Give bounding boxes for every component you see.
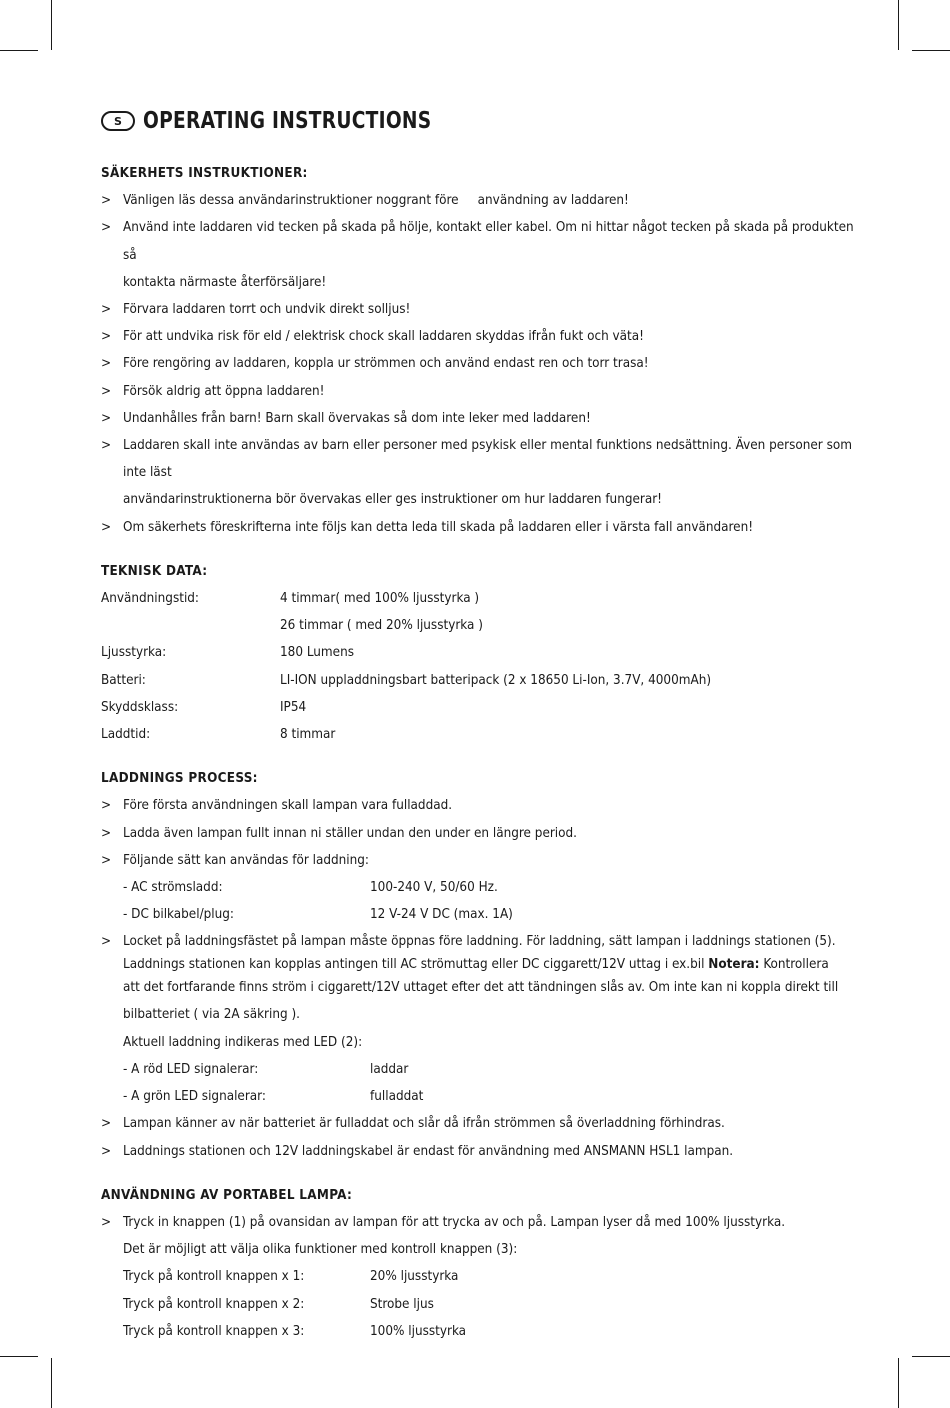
page-title	[101, 104, 464, 138]
list-item: > Om säkerhets föreskrifterna inte följs kan detta leda till skada på laddaren eller i värsta fall användaren!	[101, 514, 861, 541]
list-item: > Tryck in knappen (1) på ovansidan av lampan för att trycka av och på. Lampan lyser då med 100% ljusstyrka.	[101, 1209, 861, 1236]
mode-value: 100% ljusstyrka	[370, 1323, 467, 1339]
mode-label: Tryck på kontroll knappen x 1:	[123, 1269, 305, 1285]
crop-mark	[912, 50, 950, 51]
list-item: > Laddaren skall inte användas av barn eller personer med psykisk eller mental funktions nedsättning. Även personer som inte läst	[101, 432, 861, 486]
note-label: Notera:	[708, 957, 760, 973]
list-item: > Förvara laddaren torrt och undvik direkt solljus!	[101, 296, 861, 323]
spec-label: Batteri:	[101, 672, 146, 688]
led-label: - A grön LED signalerar:	[123, 1089, 266, 1105]
method-label: - AC strömsladd:	[123, 880, 223, 896]
mode-row	[101, 1318, 861, 1345]
spec-value: 180 Lumens	[280, 645, 354, 661]
mode-value: Strobe ljus	[370, 1296, 434, 1312]
section-heading: SÄKERHETS INSTRUKTIONER:	[101, 166, 308, 181]
mode-row	[101, 1263, 861, 1290]
led-row	[101, 1083, 861, 1110]
document-body	[101, 160, 861, 1362]
text-span: Laddnings stationen kan kopplas antingen till AC strömuttag eller DC ciggarett/12V uttag i ex.bil	[123, 957, 705, 973]
spec-row	[101, 612, 861, 639]
list-item: > Ladda även lampan fullt innan ni ställer undan den under en längre period.	[101, 820, 861, 847]
led-label: - A röd LED signalerar:	[123, 1061, 259, 1077]
spec-label: Laddtid:	[101, 727, 151, 743]
crop-mark	[898, 1358, 899, 1408]
mode-row	[101, 1291, 861, 1318]
section-heading: ANVÄNDNING AV PORTABEL LAMPA:	[101, 1187, 353, 1203]
spec-value: IP54	[280, 699, 307, 715]
text-span: Kontrollera	[763, 957, 829, 973]
crop-mark	[0, 1356, 38, 1357]
method-value: 100-240 V, 50/60 Hz.	[370, 880, 498, 896]
mode-value: 20% ljusstyrka	[370, 1269, 459, 1285]
crop-mark	[0, 50, 38, 51]
list-item-continuation: användarinstruktionerna bör övervakas eller ges instruktioner om hur laddaren fungerar!	[123, 492, 662, 508]
crop-mark	[912, 1356, 950, 1357]
spec-value: LI-ION uppladdningsbart batteripack (2 x 18650 Li-Ion, 3.7V, 4000mAh)	[280, 672, 712, 688]
list-item: > Före första användningen skall lampan vara fulladdad.	[101, 792, 861, 819]
page-title-text: OPERATING INSTRUCTIONS	[143, 108, 432, 134]
spec-value: 8 timmar	[280, 727, 336, 743]
list-item: > Före rengöring av laddaren, koppla ur strömmen och använd endast ren och torr trasa!	[101, 350, 861, 377]
list-item: > Använd inte laddaren vid tecken på skada på hölje, kontakt eller kabel. Om ni hittar något tecken på skada på produkten så	[101, 214, 861, 268]
list-item: > Försök aldrig att öppna laddaren!	[101, 378, 861, 405]
spec-label: Ljusstyrka:	[101, 645, 167, 661]
spec-row	[101, 667, 861, 694]
method-value: 12 V-24 V DC (max. 1A)	[370, 907, 513, 923]
list-item-continuation: bilbatteriet ( via 2A säkring ).	[123, 1007, 300, 1023]
mode-label: Tryck på kontroll knappen x 3:	[123, 1323, 305, 1339]
mode-intro: Det är möjligt att välja olika funktioner med kontroll knappen (3):	[123, 1242, 518, 1258]
list-item: > Vänligen läs dessa användarinstruktioner noggrant före användning av laddaren!	[101, 187, 861, 214]
list-item: > Laddnings stationen och 12V laddningskabel är endast för användning med ANSMANN HSL1 lampan.	[101, 1138, 861, 1165]
led-row	[101, 1056, 861, 1083]
list-item: > Undanhålles från barn! Barn skall övervakas så dom inte leker med laddaren!	[101, 405, 861, 432]
spec-label: Användningstid:	[101, 591, 199, 607]
section-heading: LADDNINGS PROCESS:	[101, 771, 258, 787]
spec-value: 4 timmar( med 100% ljusstyrka )	[280, 591, 480, 607]
method-label: - DC bilkabel/plug:	[123, 907, 234, 923]
tech-section	[101, 558, 861, 748]
charging-method-row	[101, 874, 861, 901]
spec-row	[101, 585, 861, 612]
list-item: > Locket på laddningsfästet på lampan måste öppnas före laddning. För laddning, sätt lampan i laddnings stationen (5).	[101, 930, 861, 953]
portable-section	[101, 1182, 861, 1345]
spec-value: 26 timmar ( med 20% ljusstyrka )	[280, 618, 483, 634]
spec-row	[101, 694, 861, 721]
list-item: > Lampan känner av när batteriet är fulladdat och slår då ifrån strömmen så överladdning förhindras.	[101, 1110, 861, 1137]
spec-label: Skyddsklass:	[101, 699, 179, 715]
mode-label: Tryck på kontroll knappen x 2:	[123, 1296, 305, 1312]
crop-mark	[51, 1358, 52, 1408]
list-item-continuation	[101, 953, 861, 976]
led-value: laddar	[370, 1061, 409, 1077]
crop-mark	[51, 0, 52, 50]
list-item: > För att undvika risk för eld / elektrisk chock skall laddaren skyddas ifrån fukt och väta!	[101, 323, 861, 350]
safety-section	[101, 160, 861, 541]
list-item-continuation: kontakta närmaste återförsäljare!	[123, 274, 327, 290]
charging-section	[101, 765, 861, 1164]
section-heading: TEKNISK DATA:	[101, 563, 208, 579]
led-intro: Aktuell laddning indikeras med LED (2):	[123, 1034, 363, 1050]
led-value: fulladdat	[370, 1089, 424, 1105]
spec-label	[101, 612, 280, 639]
charging-method-row	[101, 901, 861, 928]
language-badge: S	[101, 111, 135, 131]
list-item-continuation: att det fortfarande finns ström i ciggarett/12V uttaget efter det att tändningen slås av. Om inte kan ni koppla direkt till	[123, 980, 839, 996]
spec-row	[101, 639, 861, 666]
spec-row	[101, 721, 861, 748]
crop-mark	[898, 0, 899, 50]
list-item: > Följande sätt kan användas för laddning:	[101, 847, 861, 874]
